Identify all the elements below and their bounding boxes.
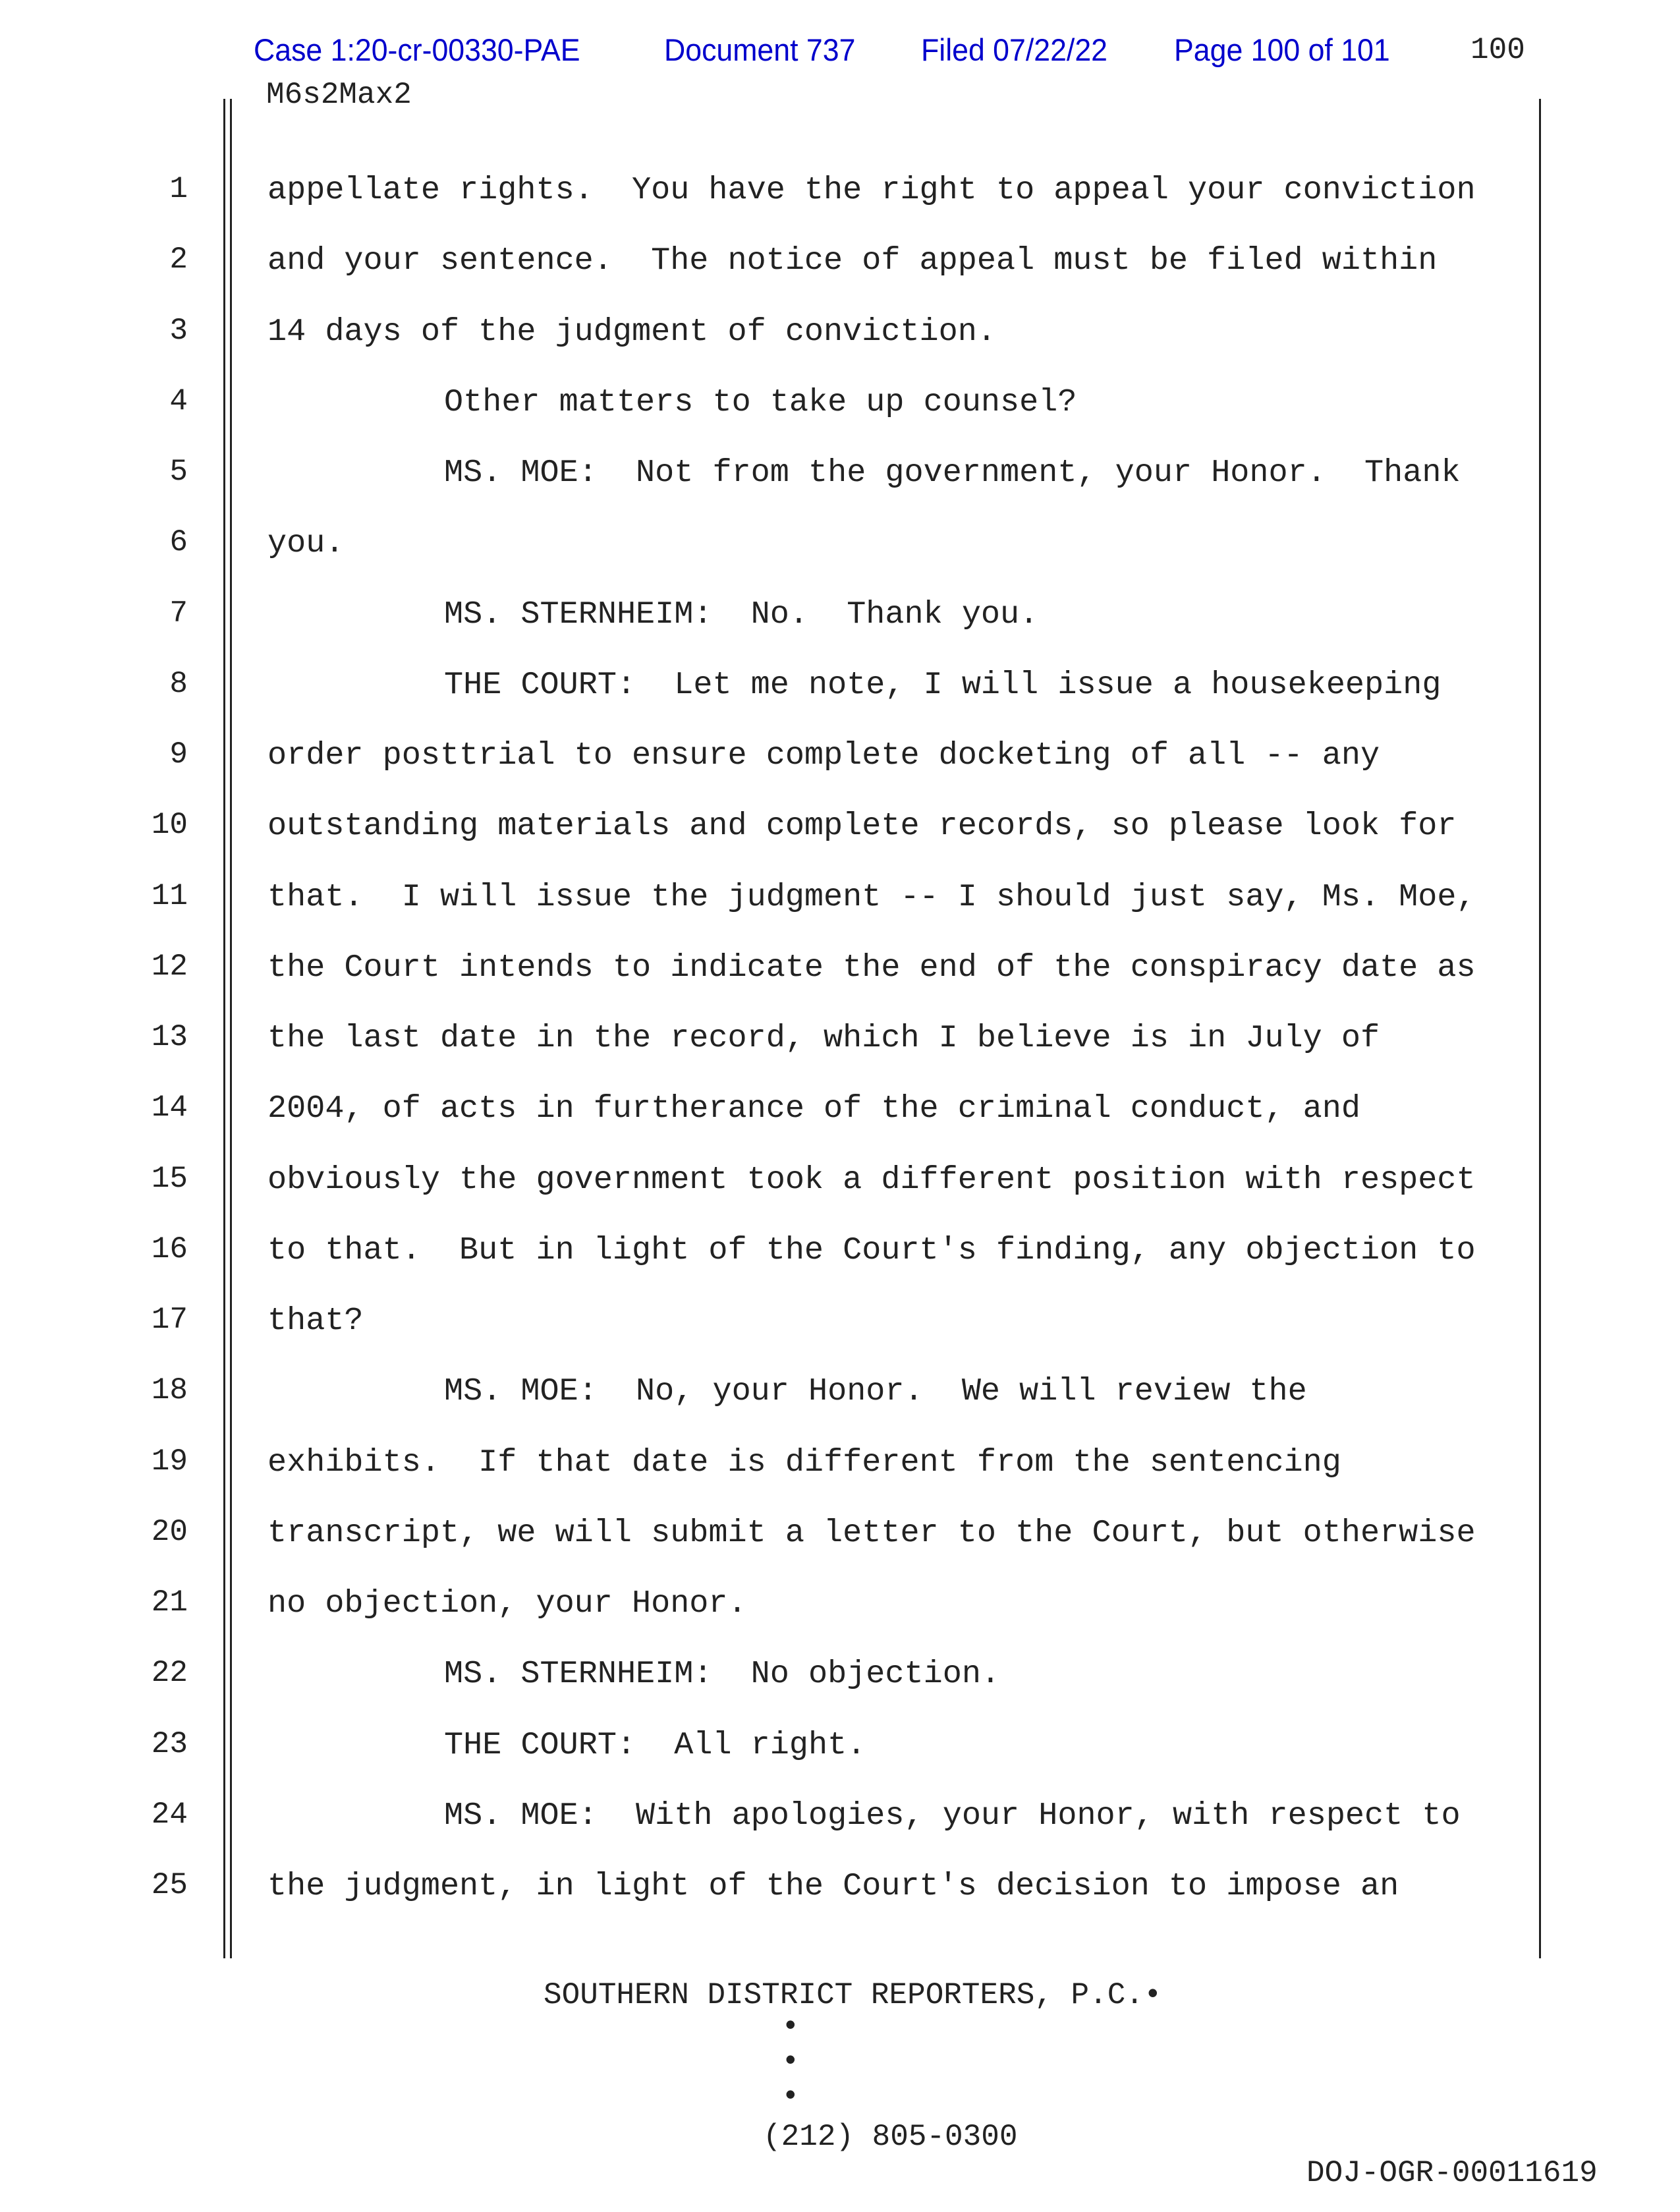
line-number: 3	[169, 313, 188, 348]
line-number: 12	[151, 949, 188, 984]
line-number: 9	[169, 737, 188, 772]
line-text: the Court intends to indicate the end of the conspiracy date as	[267, 949, 1476, 986]
line-number: 13	[151, 1020, 188, 1054]
line-text: MS. MOE: With apologies, your Honor, with respect to	[444, 1797, 1461, 1834]
line-text: obviously the government took a different position with respect	[267, 1161, 1476, 1198]
line-text: 2004, of acts in furtherance of the criminal conduct, and	[267, 1091, 1360, 1127]
line-text: to that. But in light of the Court's finding, any objection to	[267, 1232, 1476, 1268]
line-number: 10	[151, 808, 188, 843]
left-margin-rule	[223, 99, 225, 1958]
line-text: Other matters to take up counsel?	[444, 383, 1077, 420]
case-number: Case 1:20-cr-00330-PAE	[254, 32, 580, 67]
line-text: outstanding materials and complete records, so please look for	[267, 808, 1457, 845]
line-text: the judgment, in light of the Court's decision to impose an	[267, 1868, 1399, 1904]
line-number: 15	[151, 1161, 188, 1196]
page-count: Page 100 of 101	[1174, 32, 1390, 67]
line-text: the last date in the record, which I believe is in July of	[267, 1020, 1380, 1056]
line-text: you.	[267, 525, 345, 562]
line-text: appellate rights. You have the right to appeal your conviction	[267, 172, 1476, 208]
line-text: THE COURT: All right.	[444, 1726, 866, 1763]
line-number: 5	[169, 455, 188, 489]
reporter-name: SOUTHERN DISTRICT REPORTERS, P.C.•	[544, 1978, 1162, 2012]
right-margin-rule	[1539, 99, 1541, 1958]
line-text: MS. STERNHEIM: No. Thank you.	[444, 596, 1039, 633]
line-text: MS. MOE: No, your Honor. We will review the	[444, 1373, 1307, 1410]
line-text: THE COURT: Let me note, I will issue a housekeeping	[444, 666, 1442, 703]
line-number: 16	[151, 1232, 188, 1266]
line-number: 24	[151, 1797, 188, 1832]
line-number: 17	[151, 1303, 188, 1337]
reporter-phone: (212) 805-0300	[763, 2120, 1018, 2154]
line-number: 6	[169, 525, 188, 560]
line-text: no objection, your Honor.	[267, 1585, 747, 1622]
file-code: M6s2Max2	[266, 78, 412, 112]
dot: •	[781, 2080, 800, 2114]
bates-number: DOJ-OGR-00011619	[1306, 2156, 1598, 2190]
left-margin-rule-inner	[230, 99, 232, 1958]
line-text: transcript, we will submit a letter to the Court, but otherwise	[267, 1514, 1476, 1551]
line-number: 7	[169, 596, 188, 631]
line-text: MS. STERNHEIM: No objection.	[444, 1656, 1001, 1693]
line-number: 18	[151, 1373, 188, 1408]
line-number: 2	[169, 242, 188, 277]
line-text: exhibits. If that date is different from the sentencing	[267, 1444, 1341, 1481]
line-number: 11	[151, 878, 188, 913]
line-text: order posttrial to ensure complete docketing of all -- any	[267, 737, 1380, 774]
line-text: that?	[267, 1303, 364, 1339]
dot: •	[781, 2045, 800, 2079]
line-number: 20	[151, 1514, 188, 1549]
line-text: that. I will issue the judgment -- I should just say, Ms. Moe,	[267, 878, 1476, 915]
line-text: 14 days of the judgment of conviction.	[267, 313, 996, 350]
line-number: 25	[151, 1868, 188, 1902]
line-number: 19	[151, 1444, 188, 1479]
line-number: 23	[151, 1726, 188, 1761]
line-number: 14	[151, 1091, 188, 1125]
line-number: 8	[169, 666, 188, 701]
line-number: 22	[151, 1656, 188, 1691]
line-text: MS. MOE: Not from the government, your Honor. Thank	[444, 455, 1461, 491]
transcript-page-number: 100	[1470, 33, 1525, 67]
line-number: 21	[151, 1585, 188, 1620]
line-number: 4	[169, 383, 188, 418]
filed-date: Filed 07/22/22	[921, 32, 1107, 67]
document-number: Document 737	[664, 32, 856, 67]
line-text: and your sentence. The notice of appeal must be filed within	[267, 242, 1438, 279]
dot: •	[781, 2010, 800, 2044]
line-number: 1	[169, 172, 188, 206]
